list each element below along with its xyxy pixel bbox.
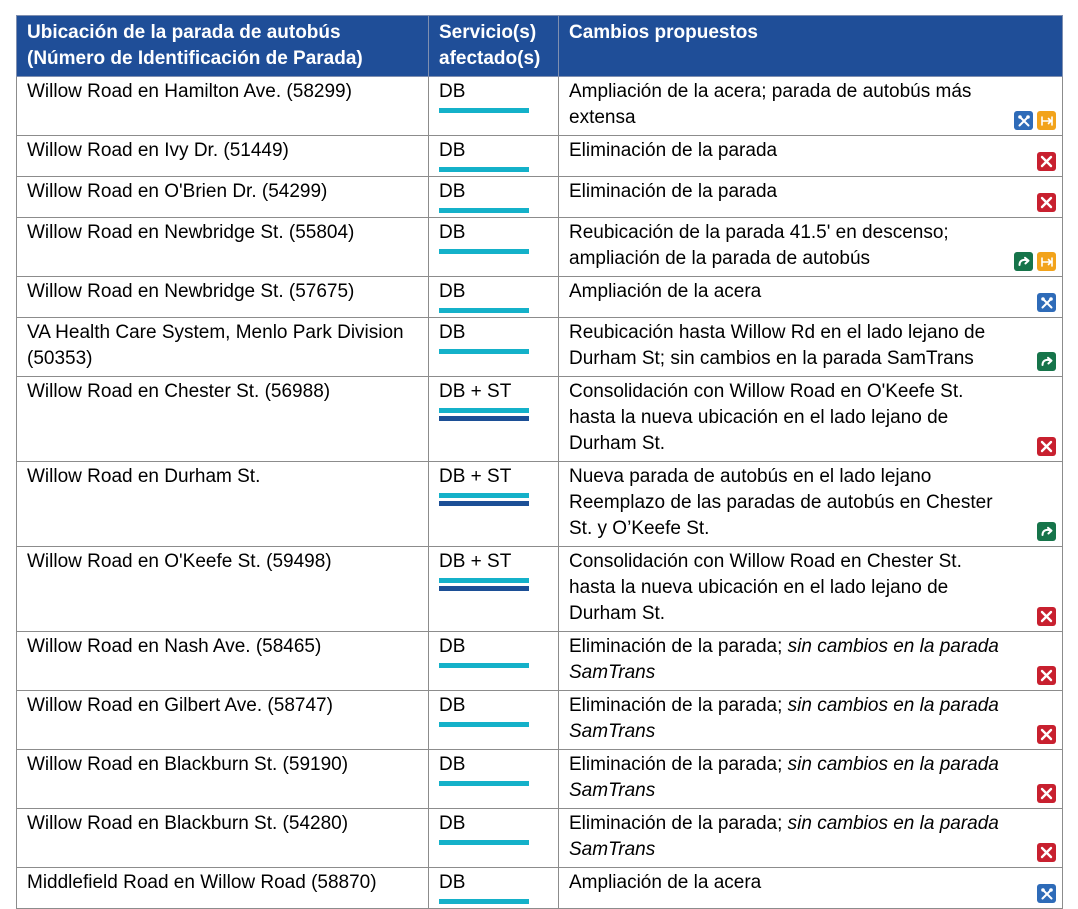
table-row <box>17 809 1063 868</box>
db-route-line <box>439 840 529 845</box>
service-label: DB <box>439 281 466 302</box>
service-label: DB <box>439 636 466 657</box>
proposed-change-cell <box>559 691 1063 750</box>
change-icons <box>1037 884 1056 903</box>
st-route-line <box>439 586 529 591</box>
service-cell <box>429 691 559 750</box>
table-row <box>17 136 1063 177</box>
db-route-line <box>439 899 529 904</box>
stop-location-cell: Willow Road en O'Keefe St. (59498) <box>17 547 429 632</box>
proposed-change-cell <box>559 136 1063 177</box>
proposed-change-cell <box>559 809 1063 868</box>
extend-icon <box>1037 111 1056 130</box>
change-text: Consolidación con Willow Road en Chester St. hasta la nueva ubicación en el lado lejano de Durham St. <box>569 551 962 624</box>
change-text: Eliminación de la parada; <box>569 813 788 834</box>
db-route-line <box>439 408 529 413</box>
service-cell <box>429 462 559 547</box>
change-icons <box>1037 193 1056 212</box>
change-icons <box>1037 666 1056 685</box>
stop-location-cell: Willow Road en Ivy Dr. (51449) <box>17 136 429 177</box>
change-icons <box>1037 352 1056 371</box>
header-service: Servicio(s) afectado(s) <box>429 16 559 77</box>
header-location: Ubicación de la parada de autobús (Número de Identificación de Parada) <box>17 16 429 77</box>
service-cell <box>429 632 559 691</box>
change-note: sin cambios en la parada SamTrans <box>569 636 999 683</box>
change-note: sin cambios en la parada SamTrans <box>569 695 999 742</box>
proposed-change-cell <box>559 218 1063 277</box>
table-row <box>17 462 1063 547</box>
db-route-line <box>439 781 529 786</box>
service-cell <box>429 377 559 462</box>
service-label: DB <box>439 754 466 775</box>
table-row <box>17 691 1063 750</box>
remove-icon <box>1037 843 1056 862</box>
change-icons <box>1037 152 1056 171</box>
change-text: Eliminación de la parada <box>569 140 778 161</box>
remove-icon <box>1037 437 1056 456</box>
table-row <box>17 868 1063 909</box>
change-icons <box>1037 437 1056 456</box>
db-route-line <box>439 722 529 727</box>
change-text: Reubicación de la parada 41.5' en descenso; ampliación de la parada de autobús <box>569 222 949 269</box>
db-route-line <box>439 308 529 313</box>
service-label: DB + ST <box>439 551 512 572</box>
stop-location-cell: Middlefield Road en Willow Road (58870) <box>17 868 429 909</box>
db-route-line <box>439 493 529 498</box>
tools-icon <box>1037 293 1056 312</box>
proposed-change-cell <box>559 277 1063 318</box>
service-label: DB <box>439 872 466 893</box>
change-icons <box>1014 252 1056 271</box>
service-label: DB <box>439 222 466 243</box>
change-text: Consolidación con Willow Road en O'Keefe St. hasta la nueva ubicación en el lado lejano de Durham St. <box>569 381 964 454</box>
service-cell <box>429 136 559 177</box>
proposed-change-cell <box>559 177 1063 218</box>
db-route-line <box>439 578 529 583</box>
change-icons <box>1037 607 1056 626</box>
service-cell <box>429 277 559 318</box>
db-route-line <box>439 108 529 113</box>
proposed-change-cell <box>559 868 1063 909</box>
remove-icon <box>1037 193 1056 212</box>
stop-location-cell: Willow Road en Newbridge St. (55804) <box>17 218 429 277</box>
service-label: DB <box>439 322 466 343</box>
change-note: sin cambios en la parada SamTrans <box>569 813 999 860</box>
table-row <box>17 547 1063 632</box>
stop-location-cell: Willow Road en Gilbert Ave. (58747) <box>17 691 429 750</box>
stop-location-cell: Willow Road en O'Brien Dr. (54299) <box>17 177 429 218</box>
relocate-icon <box>1014 252 1033 271</box>
stop-location-cell: Willow Road en Nash Ave. (58465) <box>17 632 429 691</box>
table-header-row <box>17 16 1063 77</box>
table-row <box>17 277 1063 318</box>
change-text: Eliminación de la parada; <box>569 695 788 716</box>
stop-location-cell: Willow Road en Newbridge St. (57675) <box>17 277 429 318</box>
change-icons <box>1014 111 1056 130</box>
change-text: Ampliación de la acera <box>569 281 762 302</box>
remove-icon <box>1037 152 1056 171</box>
db-route-line <box>439 208 529 213</box>
service-cell <box>429 77 559 136</box>
remove-icon <box>1037 784 1056 803</box>
change-text: Ampliación de la acera; parada de autobús más extensa <box>569 81 972 128</box>
remove-icon <box>1037 666 1056 685</box>
service-label: DB <box>439 81 466 102</box>
extend-icon <box>1037 252 1056 271</box>
table-row <box>17 177 1063 218</box>
change-icons <box>1037 522 1056 541</box>
service-label: DB + ST <box>439 381 512 402</box>
tools-icon <box>1037 884 1056 903</box>
stop-location-cell: Willow Road en Hamilton Ave. (58299) <box>17 77 429 136</box>
proposed-change-cell <box>559 377 1063 462</box>
proposed-change-cell <box>559 750 1063 809</box>
remove-icon <box>1037 725 1056 744</box>
change-icons <box>1037 784 1056 803</box>
db-route-line <box>439 249 529 254</box>
stop-location-cell: Willow Road en Blackburn St. (54280) <box>17 809 429 868</box>
service-cell <box>429 868 559 909</box>
service-label: DB + ST <box>439 466 512 487</box>
change-icons <box>1037 843 1056 862</box>
service-label: DB <box>439 140 466 161</box>
tools-icon <box>1014 111 1033 130</box>
service-cell <box>429 809 559 868</box>
table-row <box>17 318 1063 377</box>
header-changes: Cambios propuestos <box>559 16 1063 77</box>
change-text: Eliminación de la parada; <box>569 754 788 775</box>
table-row <box>17 632 1063 691</box>
relocate-icon <box>1037 352 1056 371</box>
proposed-change-cell <box>559 77 1063 136</box>
change-text: Reubicación hasta Willow Rd en el lado lejano de Durham St; sin cambios en la parada SamTrans <box>569 322 986 369</box>
change-icons <box>1037 293 1056 312</box>
proposed-change-cell <box>559 632 1063 691</box>
service-cell <box>429 318 559 377</box>
st-route-line <box>439 501 529 506</box>
stop-location-cell: Willow Road en Blackburn St. (59190) <box>17 750 429 809</box>
db-route-line <box>439 349 529 354</box>
proposed-change-cell <box>559 318 1063 377</box>
service-label: DB <box>439 695 466 716</box>
change-note: sin cambios en la parada SamTrans <box>569 754 999 801</box>
table-row <box>17 218 1063 277</box>
change-text: Nueva parada de autobús en el lado lejano Reemplazo de las paradas de autobús en Chester St. y O’Keefe St. <box>569 466 993 539</box>
stop-location-cell: VA Health Care System, Menlo Park Division (50353) <box>17 318 429 377</box>
remove-icon <box>1037 607 1056 626</box>
table-row <box>17 377 1063 462</box>
service-label: DB <box>439 181 466 202</box>
service-label: DB <box>439 813 466 834</box>
change-text: Eliminación de la parada; <box>569 636 788 657</box>
stop-location-cell: Willow Road en Chester St. (56988) <box>17 377 429 462</box>
service-cell <box>429 218 559 277</box>
db-route-line <box>439 167 529 172</box>
service-cell <box>429 547 559 632</box>
table-row <box>17 750 1063 809</box>
proposed-change-cell <box>559 462 1063 547</box>
db-route-line <box>439 663 529 668</box>
service-cell <box>429 177 559 218</box>
service-cell <box>429 750 559 809</box>
change-text: Ampliación de la acera <box>569 872 762 893</box>
relocate-icon <box>1037 522 1056 541</box>
bus-stop-changes-table <box>16 15 1063 909</box>
change-text: Eliminación de la parada <box>569 181 778 202</box>
change-icons <box>1037 725 1056 744</box>
stop-location-cell: Willow Road en Durham St. <box>17 462 429 547</box>
st-route-line <box>439 416 529 421</box>
proposed-change-cell <box>559 547 1063 632</box>
table-row <box>17 77 1063 136</box>
